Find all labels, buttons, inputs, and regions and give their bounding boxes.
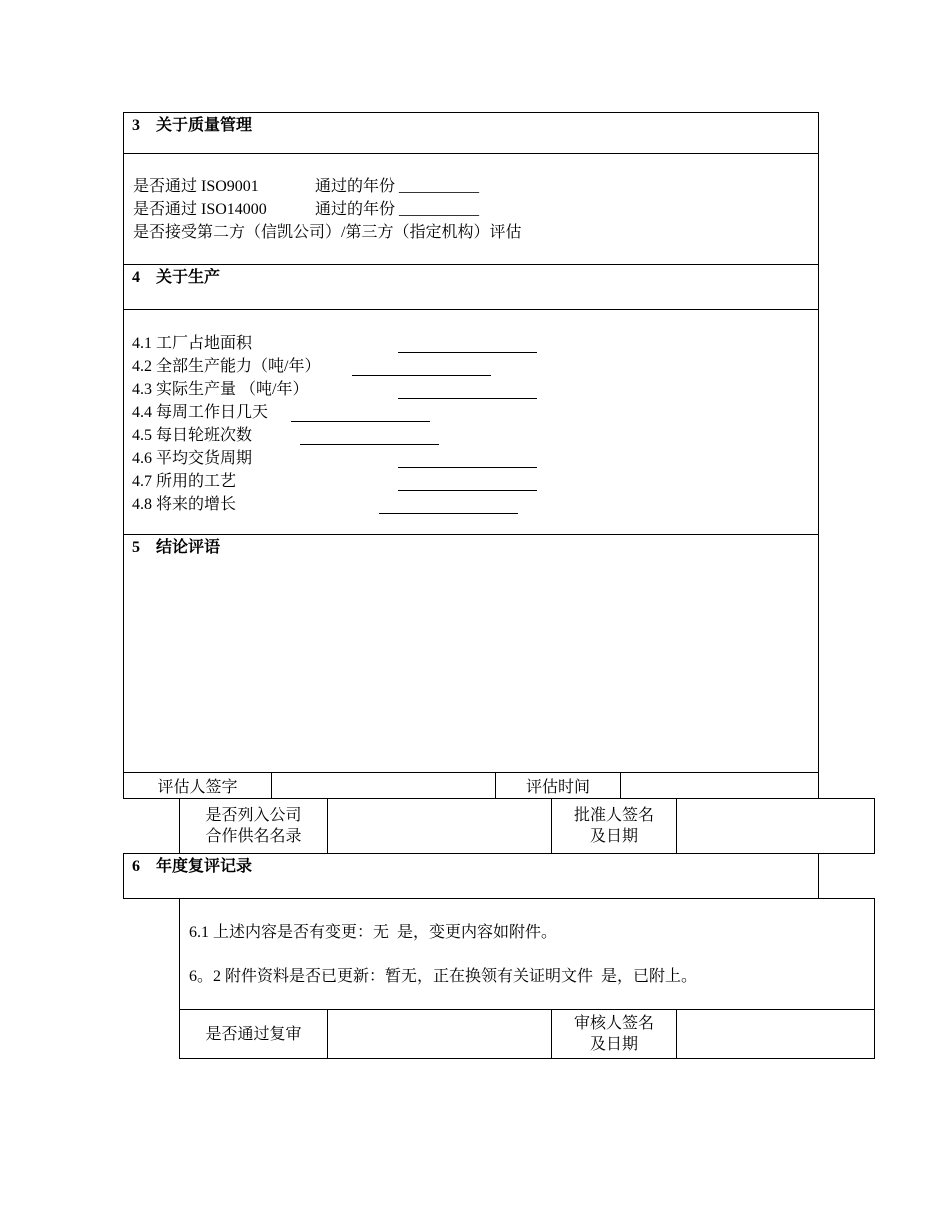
section4-body-box	[123, 309, 819, 535]
assessment-time-field[interactable]	[621, 775, 818, 799]
supplier-list-label	[180, 799, 327, 853]
review-row	[179, 1009, 875, 1059]
iso14000-question: 是否通过 ISO14000	[133, 201, 267, 218]
answer-line	[291, 421, 430, 422]
review-passed-label: 是否通过复审	[205, 1025, 302, 1043]
section4-header: 4 关于生产	[132, 269, 221, 286]
section6-header: 6 年度复评记录	[132, 858, 253, 875]
approver-signature-field[interactable]	[677, 799, 874, 853]
answer-line	[398, 467, 537, 468]
reviewer-signature-field[interactable]	[677, 1010, 874, 1058]
section3-header: 3 关于质量管理	[132, 117, 253, 134]
production-item: 4.4 每周工作日几天	[132, 404, 269, 421]
reviewer-label-line2: 及日期	[589, 1036, 638, 1053]
answer-line	[352, 375, 491, 376]
supplier-list-field[interactable]	[328, 799, 551, 853]
section5-box	[123, 534, 819, 799]
production-item: 4.8 将来的增长	[132, 496, 237, 513]
production-item: 4.7 所用的工艺	[132, 473, 237, 490]
answer-line	[398, 490, 537, 491]
assessor-signature-field[interactable]	[272, 775, 495, 799]
section5-header: 5 结论评语	[132, 539, 221, 556]
assessment-time-label: 评估时间	[525, 778, 590, 796]
production-item: 4.3 实际生产量 （吨/年）	[132, 381, 309, 398]
supplier-list-label-line1: 是否列入公司	[205, 807, 302, 824]
production-item: 4.5 每日轮班次数	[132, 427, 253, 444]
answer-line	[379, 513, 518, 514]
assessment-question: 是否接受第二方（信凯公司）/第三方（指定机构）评估	[133, 224, 522, 241]
iso14000-year: 通过的年份 __________	[315, 201, 480, 218]
approver-signature-label	[552, 799, 676, 853]
approver-label-line2: 及日期	[589, 828, 638, 845]
production-item: 4.6 平均交货周期	[132, 450, 253, 467]
iso9001-year: 通过的年份 __________	[315, 178, 480, 195]
review-passed-field[interactable]	[328, 1010, 551, 1058]
reviewer-signature-label	[552, 1010, 676, 1058]
production-item: 4.1 工厂占地面积	[132, 335, 253, 352]
supplier-list-label-line2: 合作供名名录	[205, 828, 302, 845]
production-item: 4.2 全部生产能力（吨/年）	[132, 358, 321, 375]
section3-body-box	[123, 153, 819, 265]
answer-line	[398, 398, 537, 399]
section4-header-box	[123, 264, 819, 310]
signature-row-divider	[124, 772, 818, 773]
section6-header-box	[123, 853, 819, 899]
answer-line	[300, 444, 439, 445]
attachment-question: 6。2 附件资料是否已更新：暂无，正在换领有关证明文件 是，已附上。	[189, 968, 698, 985]
approval-row	[179, 798, 875, 854]
iso9001-question: 是否通过 ISO9001	[133, 178, 259, 195]
answer-line	[398, 352, 537, 353]
section3-header-box	[123, 112, 819, 154]
assessor-signature-label: 评估人签字	[157, 778, 238, 796]
change-question: 6.1 上述内容是否有变更：无 是，变更内容如附件。	[189, 924, 558, 941]
approver-label-line1: 批准人签名	[573, 807, 654, 824]
section6-body-box	[179, 898, 875, 1010]
reviewer-label-line1: 审核人签名	[573, 1015, 654, 1032]
